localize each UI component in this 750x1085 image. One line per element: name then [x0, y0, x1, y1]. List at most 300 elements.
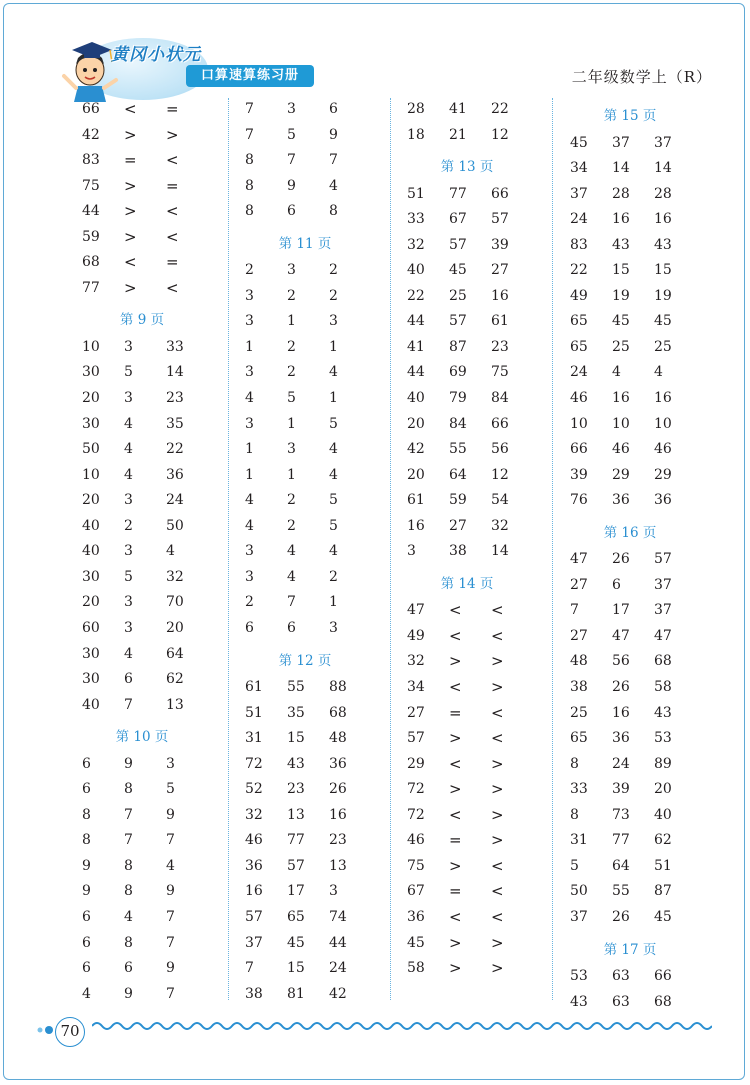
answer-value: 4: [612, 364, 621, 381]
answer-row: [245, 98, 405, 124]
answer-row: [82, 149, 242, 175]
answer-row: [570, 285, 730, 311]
answer-value: 64: [612, 857, 630, 874]
answer-value: 8: [124, 781, 133, 798]
answer-value: 25: [570, 704, 588, 721]
answer-value: 14: [491, 543, 509, 560]
answer-value: 64: [449, 466, 467, 483]
answer-row: [570, 387, 730, 413]
answer-value: 6: [124, 960, 133, 977]
answer-value: 37: [654, 134, 672, 151]
answer-row: [407, 702, 567, 728]
answer-row: [245, 566, 405, 592]
answer-value: 43: [612, 236, 630, 253]
answer-value: =: [166, 176, 179, 195]
answer-row: [570, 676, 730, 702]
answer-value: 88: [329, 679, 347, 695]
answer-row: [245, 438, 405, 464]
answer-value: 5: [329, 517, 338, 534]
answer-value: 15: [654, 262, 672, 279]
answer-value: >: [449, 933, 462, 952]
answer-value: 44: [329, 934, 347, 951]
answer-value: 59: [82, 228, 100, 245]
answer-row: [82, 957, 242, 983]
answer-value: 45: [654, 908, 672, 925]
answer-value: 43: [570, 993, 588, 1010]
answer-value: 83: [82, 152, 100, 169]
answer-value: 9: [166, 960, 175, 977]
answer-row: [407, 361, 567, 387]
answer-value: 6: [245, 619, 254, 636]
answer-value: 44: [82, 203, 100, 220]
answer-value: 36: [329, 755, 347, 772]
answer-value: 20: [82, 390, 100, 406]
answer-value: 1: [287, 415, 296, 432]
answer-value: 63: [612, 968, 630, 984]
answer-value: 16: [491, 287, 509, 304]
answer-value: 52: [245, 781, 263, 798]
answer-row: [407, 727, 567, 753]
answer-value: 6: [287, 203, 296, 220]
answer-value: 2: [287, 338, 296, 355]
answer-value: 1: [245, 338, 254, 355]
answer-value: 24: [570, 211, 588, 228]
answer-row: [245, 880, 405, 906]
answer-value: 50: [570, 883, 588, 900]
answer-row: [245, 804, 405, 830]
answer-row: [570, 778, 730, 804]
answer-value: 3: [407, 543, 416, 560]
answer-value: 83: [570, 236, 588, 253]
answer-value: 66: [491, 185, 509, 202]
answer-value: 47: [612, 627, 630, 644]
answer-value: 40: [654, 806, 672, 823]
answer-row: [82, 251, 242, 277]
answer-value: 9: [82, 883, 91, 900]
answer-row: [245, 702, 405, 728]
answer-value: 48: [570, 653, 588, 670]
answer-row: [82, 200, 242, 226]
answer-value: =: [449, 831, 462, 850]
answer-row: [245, 515, 405, 541]
answer-value: >: [449, 652, 462, 671]
answer-value: 2: [287, 287, 296, 304]
answer-row: [570, 464, 730, 490]
answer-value: 19: [654, 287, 672, 304]
answer-value: 41: [449, 101, 467, 117]
answer-row: [245, 124, 405, 150]
answer-value: >: [491, 805, 504, 824]
answer-value: 33: [570, 781, 588, 798]
answer-row: [245, 387, 405, 413]
answer-value: 27: [570, 627, 588, 644]
answer-value: 77: [449, 185, 467, 202]
answer-value: 25: [654, 338, 672, 355]
answer-value: 46: [654, 441, 672, 458]
answer-value: 57: [654, 551, 672, 568]
answer-value: 43: [654, 704, 672, 721]
answer-value: 74: [329, 908, 347, 925]
answer-value: 38: [449, 543, 467, 560]
answer-value: 2: [329, 287, 338, 304]
answer-value: 3: [329, 883, 338, 900]
answer-value: 75: [407, 857, 425, 874]
answer-value: 64: [166, 645, 184, 662]
answer-value: 9: [82, 857, 91, 874]
answer-row: [82, 617, 242, 643]
answer-value: 70: [166, 594, 184, 611]
answer-value: 25: [612, 338, 630, 355]
answer-row: [82, 829, 242, 855]
answer-value: 66: [491, 415, 509, 432]
answer-value: 40: [82, 517, 100, 534]
answer-value: 55: [612, 883, 630, 900]
answer-row: [407, 464, 567, 490]
answer-value: 51: [407, 185, 425, 202]
answer-value: 7: [245, 101, 254, 117]
answer-value: 57: [491, 211, 509, 228]
answer-value: 68: [82, 254, 100, 271]
answer-value: 30: [82, 415, 100, 432]
answer-value: 2: [287, 364, 296, 381]
answer-value: 46: [612, 441, 630, 458]
answer-value: 25: [449, 287, 467, 304]
answer-value: 61: [491, 313, 509, 330]
answer-value: 49: [407, 627, 425, 644]
answer-value: 8: [570, 806, 579, 823]
answer-value: 84: [449, 415, 467, 432]
answer-row: [570, 650, 730, 676]
answer-value: 4: [329, 543, 338, 560]
answer-value: 8: [124, 883, 133, 900]
answer-value: 40: [82, 543, 100, 560]
answer-value: 8: [124, 857, 133, 874]
answer-row: [82, 124, 242, 150]
answer-value: 9: [124, 985, 133, 1002]
answer-value: 3: [124, 338, 133, 355]
answer-value: 7: [287, 152, 296, 169]
answer-value: 5: [570, 857, 579, 874]
answer-row: [245, 310, 405, 336]
answer-row: [245, 983, 405, 1009]
answer-value: 57: [449, 313, 467, 330]
answer-value: 36: [654, 492, 672, 509]
answer-value: 3: [245, 313, 254, 330]
answer-row: [407, 957, 567, 983]
answer-value: 53: [570, 968, 588, 984]
answer-row: [245, 175, 405, 201]
answer-row: [82, 804, 242, 830]
answer-value: <: [124, 253, 137, 272]
answer-value: 12: [491, 466, 509, 483]
answer-value: 4: [124, 908, 133, 925]
answer-value: 3: [329, 619, 338, 636]
answer-value: 46: [407, 832, 425, 849]
answer-value: 45: [407, 934, 425, 951]
answer-row: [407, 336, 567, 362]
answer-row: [245, 829, 405, 855]
answer-value: 23: [166, 390, 184, 406]
answer-value: 72: [407, 806, 425, 823]
answer-value: 3: [287, 262, 296, 279]
answer-value: 45: [612, 313, 630, 330]
brand-logo: [58, 30, 328, 102]
answer-value: 36: [166, 466, 184, 483]
answer-value: 7: [124, 806, 133, 823]
answer-row: [570, 625, 730, 651]
answer-row: [570, 753, 730, 779]
answer-value: 3: [245, 364, 254, 381]
answer-value: =: [449, 882, 462, 901]
answer-value: 65: [570, 730, 588, 747]
answer-value: 51: [654, 857, 672, 874]
answer-value: =: [166, 100, 179, 118]
answer-value: 9: [124, 755, 133, 772]
answer-value: 30: [82, 568, 100, 585]
answer-value: 7: [245, 960, 254, 977]
answer-value: 75: [82, 177, 100, 194]
answer-value: 28: [407, 101, 425, 117]
answer-value: 7: [166, 934, 175, 951]
answer-value: 20: [654, 781, 672, 798]
answer-row: [245, 727, 405, 753]
answer-value: 32: [407, 236, 425, 253]
answer-value: 51: [245, 704, 263, 721]
answer-value: 4: [166, 543, 175, 560]
answer-value: 1: [329, 338, 338, 355]
answer-row: [245, 676, 405, 702]
answer-value: 58: [654, 679, 672, 695]
answer-value: 10: [82, 338, 100, 355]
answer-row: [82, 668, 242, 694]
answer-value: 16: [612, 211, 630, 228]
answer-value: 14: [612, 160, 630, 177]
answer-value: 33: [407, 211, 425, 228]
answer-value: 6: [82, 960, 91, 977]
answer-value: 12: [491, 126, 509, 143]
answer-value: <: [449, 626, 462, 645]
answer-value: 36: [407, 908, 425, 925]
answer-value: 10: [654, 415, 672, 432]
answer-row: [407, 259, 567, 285]
answer-value: 5: [166, 781, 175, 798]
answer-value: 24: [166, 492, 184, 509]
answer-row: [570, 855, 730, 881]
answer-value: 3: [245, 543, 254, 560]
answer-value: 40: [407, 390, 425, 406]
answer-value: <: [449, 907, 462, 926]
answer-row: [407, 124, 567, 150]
answer-value: 38: [570, 679, 588, 695]
answer-value: >: [491, 754, 504, 773]
answer-value: 4: [287, 568, 296, 585]
answer-value: 9: [287, 177, 296, 194]
answer-value: 62: [654, 832, 672, 849]
answer-row: [570, 183, 730, 209]
answer-value: 39: [612, 781, 630, 798]
answer-value: 22: [570, 262, 588, 279]
answer-row: [82, 489, 242, 515]
answer-value: 27: [491, 262, 509, 279]
wave-divider: [92, 1018, 712, 1034]
answer-row: [407, 932, 567, 958]
answer-value: <: [166, 202, 179, 221]
answer-value: 13: [166, 696, 184, 713]
answer-value: 3: [166, 755, 175, 772]
answer-value: <: [491, 907, 504, 926]
answer-row: [245, 200, 405, 226]
answer-value: 37: [570, 185, 588, 202]
answer-value: 3: [329, 313, 338, 330]
answer-value: >: [124, 278, 137, 297]
answer-value: 4: [124, 441, 133, 458]
answer-row: [570, 880, 730, 906]
answer-row: [407, 906, 567, 932]
answer-value: 42: [82, 126, 100, 143]
page-heading: 第 17 页: [603, 941, 657, 958]
answer-value: 4: [82, 985, 91, 1002]
answer-value: <: [449, 754, 462, 773]
answer-value: 65: [570, 338, 588, 355]
answer-value: >: [491, 652, 504, 671]
answer-value: 2: [245, 594, 254, 611]
answer-row: [570, 361, 730, 387]
answer-value: 2: [287, 492, 296, 509]
answer-value: 66: [654, 968, 672, 984]
answer-value: >: [449, 856, 462, 875]
answer-row: [570, 599, 730, 625]
answer-value: 8: [82, 832, 91, 849]
answer-value: 3: [124, 594, 133, 611]
answer-row: [245, 149, 405, 175]
answer-value: 67: [407, 883, 425, 900]
answer-value: 1: [329, 390, 338, 406]
answer-row: [82, 906, 242, 932]
answer-value: 4: [654, 364, 663, 381]
answer-row: [82, 778, 242, 804]
answer-row: [245, 259, 405, 285]
answer-value: 1: [329, 594, 338, 611]
answer-value: 27: [570, 576, 588, 593]
answer-row: [82, 932, 242, 958]
answer-value: 32: [491, 517, 509, 534]
answer-value: 16: [329, 806, 347, 823]
answer-value: 56: [612, 653, 630, 670]
answer-row: [245, 540, 405, 566]
answer-value: >: [491, 831, 504, 850]
answer-row: [570, 906, 730, 932]
answer-row: [407, 599, 567, 625]
answer-value: 47: [570, 551, 588, 568]
answer-value: 77: [82, 279, 100, 296]
answer-value: 20: [407, 415, 425, 432]
answer-row: [407, 880, 567, 906]
answer-value: 6: [82, 934, 91, 951]
answer-value: 4: [124, 466, 133, 483]
answer-value: >: [491, 678, 504, 696]
answer-value: 10: [570, 415, 588, 432]
answer-value: 1: [245, 466, 254, 483]
answer-value: 2: [329, 262, 338, 279]
answer-value: >: [449, 959, 462, 978]
answer-value: 4: [329, 177, 338, 194]
answer-value: 28: [654, 185, 672, 202]
answer-value: 8: [570, 755, 579, 772]
answer-value: 4: [124, 645, 133, 662]
answer-row: [570, 234, 730, 260]
answer-value: 29: [612, 466, 630, 483]
answer-value: 55: [287, 679, 305, 695]
answer-row: [407, 829, 567, 855]
answer-value: 43: [654, 236, 672, 253]
answer-row: [82, 880, 242, 906]
answer-value: 7: [124, 696, 133, 713]
answer-value: <: [491, 626, 504, 645]
answer-value: 67: [449, 211, 467, 228]
answer-value: 69: [449, 364, 467, 381]
answer-value: 17: [612, 602, 630, 619]
answer-value: 79: [449, 390, 467, 406]
answer-value: <: [449, 678, 462, 696]
answer-value: 4: [245, 492, 254, 509]
answer-value: 66: [570, 441, 588, 458]
answer-value: 45: [449, 262, 467, 279]
page-heading: 第 15 页: [603, 108, 657, 124]
answer-value: >: [124, 227, 137, 246]
answer-value: 3: [245, 287, 254, 304]
answer-row: [570, 574, 730, 600]
answer-value: 72: [245, 755, 263, 772]
answer-value: 13: [287, 806, 305, 823]
answer-row: [570, 991, 730, 1017]
answer-value: 31: [245, 730, 263, 747]
answer-value: 84: [491, 390, 509, 406]
answer-value: 68: [654, 993, 672, 1010]
answer-value: 5: [287, 390, 296, 406]
answer-value: 60: [82, 619, 100, 636]
answer-value: 16: [654, 390, 672, 406]
answer-value: 15: [612, 262, 630, 279]
answer-value: 44: [407, 313, 425, 330]
answer-value: >: [124, 176, 137, 195]
answer-value: 45: [654, 313, 672, 330]
answer-value: 37: [654, 602, 672, 619]
answer-value: 57: [407, 730, 425, 747]
answer-value: 23: [287, 781, 305, 798]
answer-value: 87: [654, 883, 672, 900]
answer-row: [82, 540, 242, 566]
answer-value: 65: [287, 908, 305, 925]
answer-value: 19: [612, 287, 630, 304]
answer-value: 68: [654, 653, 672, 670]
answer-value: 39: [491, 236, 509, 253]
answer-value: 3: [124, 492, 133, 509]
answer-row: [82, 983, 242, 1009]
answer-value: <: [166, 151, 179, 170]
page-heading: 第 12 页: [278, 652, 332, 669]
answer-value: 9: [166, 806, 175, 823]
answer-row: [570, 208, 730, 234]
answer-value: 63: [612, 993, 630, 1010]
answer-row: [82, 361, 242, 387]
answer-value: 2: [245, 262, 254, 279]
answer-value: 7: [329, 152, 338, 169]
answer-value: 9: [329, 126, 338, 143]
answer-value: 20: [82, 492, 100, 509]
answer-row: [245, 336, 405, 362]
answer-row: [570, 702, 730, 728]
answer-value: 8: [245, 152, 254, 169]
